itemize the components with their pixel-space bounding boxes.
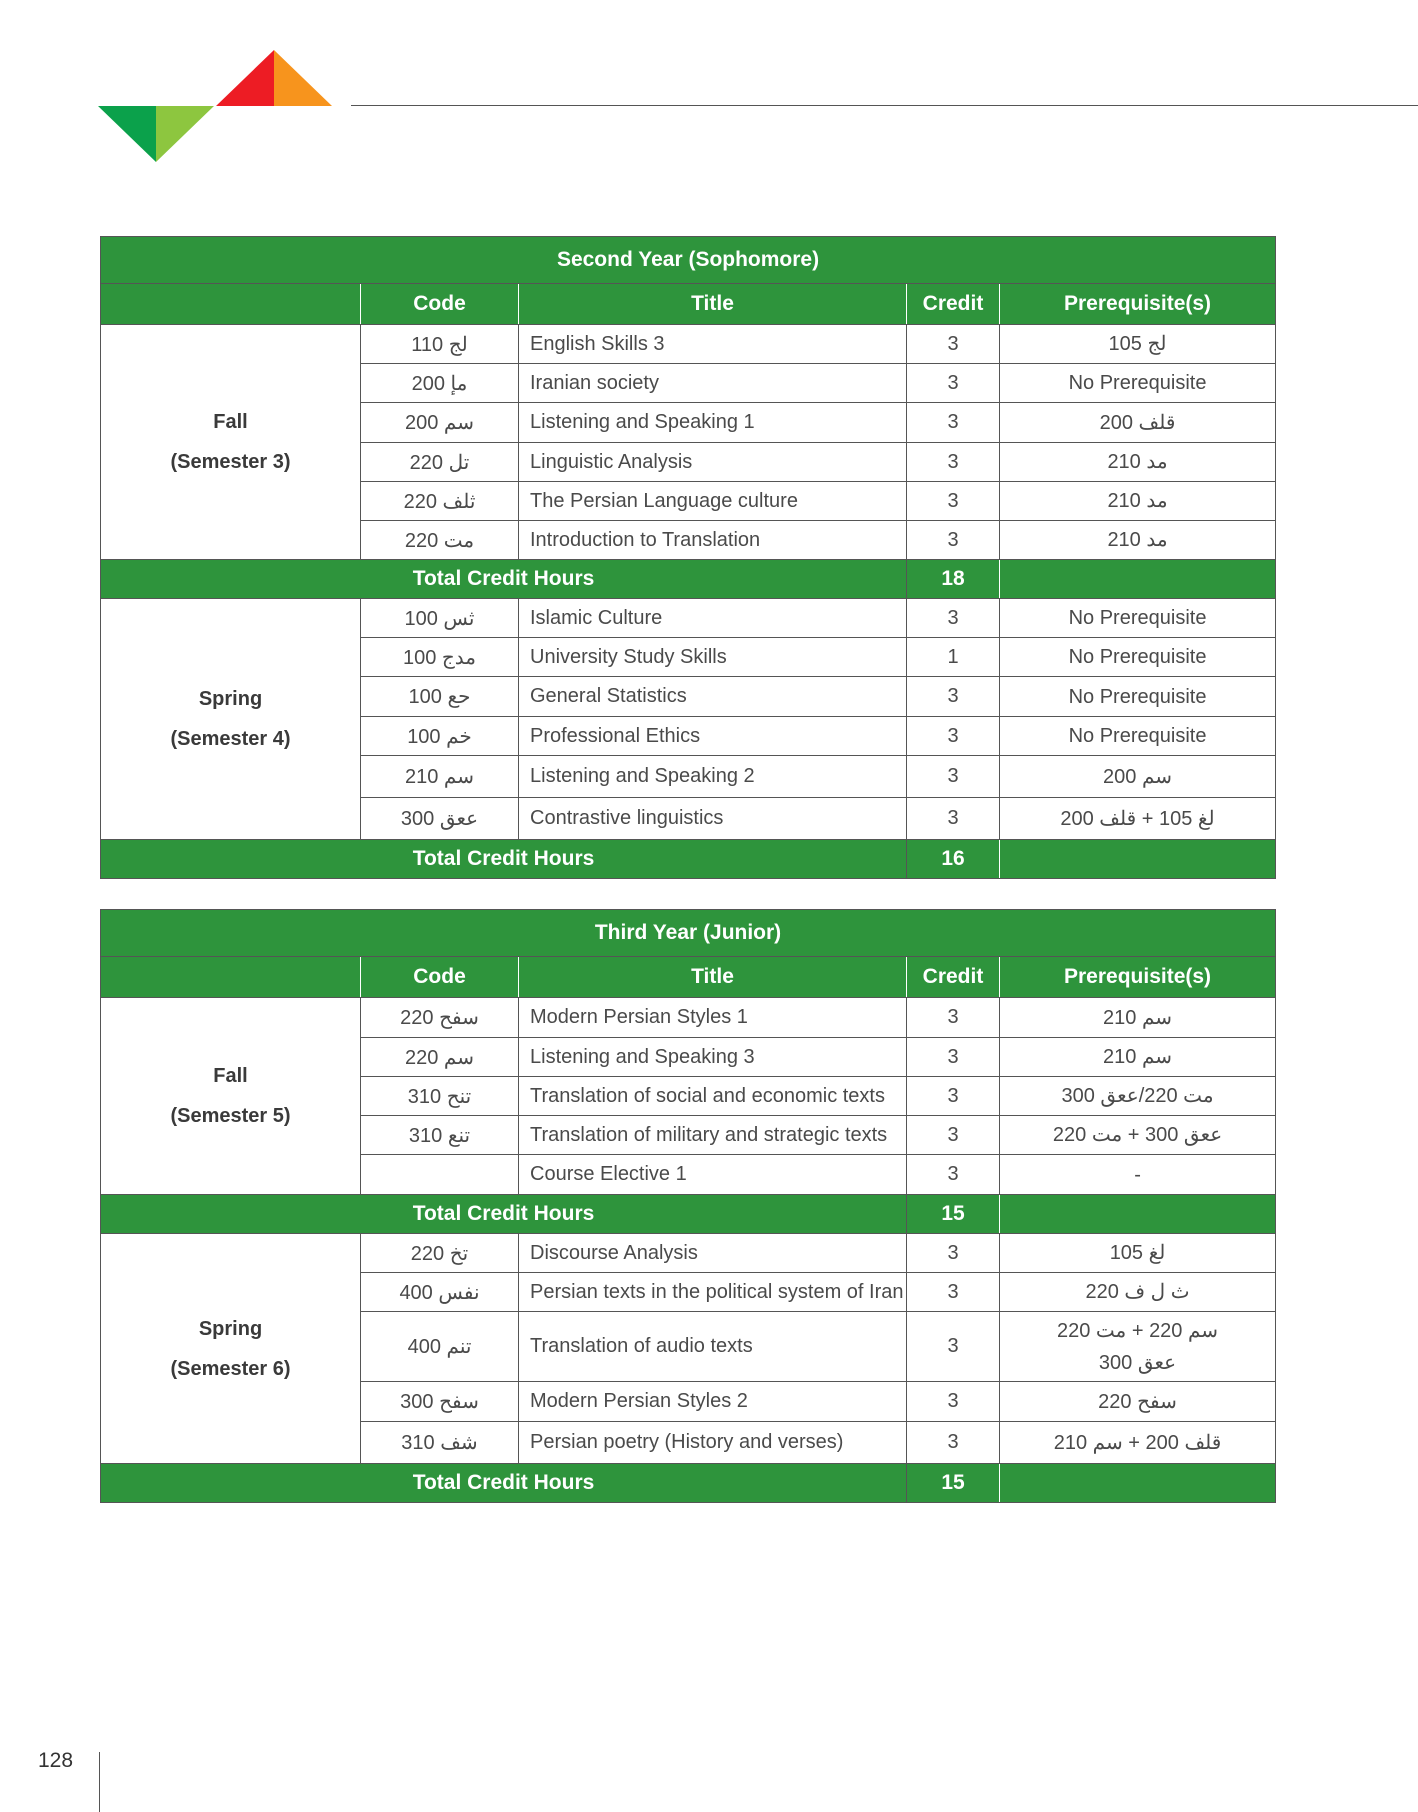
semester-name: Spring — [198, 1317, 263, 1340]
course-credit: 3 — [907, 677, 1000, 717]
course-title: Iranian society — [519, 364, 907, 403]
course-code: تنع 310 — [361, 1116, 519, 1155]
course-credit: 3 — [907, 1077, 1000, 1116]
course-prereq: قلف 200 — [1000, 403, 1276, 443]
course-title: Linguistic Analysis — [519, 443, 907, 482]
course-prereq: مد 210 — [1000, 521, 1276, 560]
course-code: سم 210 — [361, 756, 519, 798]
course-title: Listening and Speaking 1 — [519, 403, 907, 443]
course-title: Contrastive linguistics — [519, 798, 907, 840]
course-prereq: - — [1000, 1155, 1276, 1195]
title-column-header: Title — [519, 284, 907, 325]
total-empty-cell — [1000, 1464, 1276, 1503]
course-prereq: مت 220/ععق 300 — [1000, 1077, 1276, 1116]
semester-cell — [101, 599, 361, 840]
course-code: مت 220 — [361, 521, 519, 560]
course-code — [361, 1155, 519, 1195]
second-year-title: Second Year (Sophomore) — [101, 237, 1276, 284]
course-credit: 3 — [907, 1273, 1000, 1312]
course-title: Persian poetry (History and verses) — [519, 1422, 907, 1464]
course-code: سم 220 — [361, 1038, 519, 1077]
course-credit: 3 — [907, 1234, 1000, 1273]
footer-rule — [99, 1752, 100, 1812]
total-row — [101, 1195, 1276, 1234]
course-title: Introduction to Translation — [519, 521, 907, 560]
semester-label: (Semester 5) — [170, 1105, 291, 1127]
course-code: مإ 200 — [361, 364, 519, 403]
credit-column-header: Credit — [907, 957, 1000, 998]
course-prereq: مد 210 — [1000, 443, 1276, 482]
total-row — [101, 560, 1276, 599]
course-code: سفح 300 — [361, 1382, 519, 1422]
third-year-title: Third Year (Junior) — [101, 910, 1276, 957]
course-title: Translation of social and economic texts — [519, 1077, 907, 1116]
course-credit: 3 — [907, 521, 1000, 560]
course-code: مدج 100 — [361, 638, 519, 677]
course-title: Professional Ethics — [519, 717, 907, 756]
course-prereq: قلف 200 + سم 210 — [1000, 1422, 1276, 1464]
total-empty-cell — [1000, 840, 1276, 879]
total-row — [101, 840, 1276, 879]
course-prereq: سم 210 — [1000, 998, 1276, 1038]
page-number: 128 — [38, 1749, 74, 1772]
course-prereq: No Prerequisite — [1000, 677, 1276, 717]
table-row — [101, 325, 1276, 364]
course-credit: 3 — [907, 756, 1000, 798]
course-title: Persian texts in the political system of Iran — [519, 1273, 907, 1312]
semester-name: Fall — [213, 1065, 248, 1087]
course-code: لج 110 — [361, 325, 519, 364]
code-column-header: Code — [361, 957, 519, 998]
course-code: سفح 220 — [361, 998, 519, 1038]
course-title: University Study Skills — [519, 638, 907, 677]
course-credit: 3 — [907, 1155, 1000, 1195]
course-prereq: ث ل ف 220 — [1000, 1273, 1276, 1312]
course-credit: 3 — [907, 1422, 1000, 1464]
semester-cell — [101, 998, 361, 1195]
course-prereq: سم 220 + مت 220 — [1056, 1319, 1219, 1342]
total-empty-cell — [1000, 1195, 1276, 1234]
course-code: حع 100 — [361, 677, 519, 717]
third-year-table — [100, 909, 1276, 1503]
course-code: تنح 310 — [361, 1077, 519, 1116]
course-credit: 3 — [907, 443, 1000, 482]
course-prereq: No Prerequisite — [1000, 599, 1276, 638]
triangle-logo-icon — [98, 50, 334, 162]
course-title: Translation of audio texts — [519, 1312, 907, 1382]
course-prereq-line2: ععق 300 — [1098, 1351, 1177, 1374]
total-row — [101, 1464, 1276, 1503]
course-credit: 3 — [907, 998, 1000, 1038]
course-prereq-cell — [1000, 1312, 1276, 1382]
semester-cell — [101, 1234, 361, 1464]
course-prereq: لج 105 — [1000, 325, 1276, 364]
course-prereq: مد 210 — [1000, 482, 1276, 521]
course-code: سم 200 — [361, 403, 519, 443]
course-credit: 3 — [907, 1038, 1000, 1077]
semester-label: (Semester 4) — [170, 728, 291, 750]
semester-name: Fall — [213, 411, 248, 433]
total-label: Total Credit Hours — [101, 840, 907, 879]
course-title: English Skills 3 — [519, 325, 907, 364]
course-prereq: ععق 300 + مت 220 — [1000, 1116, 1276, 1155]
course-title: Listening and Speaking 3 — [519, 1038, 907, 1077]
course-prereq: No Prerequisite — [1000, 364, 1276, 403]
course-code: شف 310 — [361, 1422, 519, 1464]
table-row — [101, 1234, 1276, 1273]
course-code: ثلف 220 — [361, 482, 519, 521]
course-code: خم 100 — [361, 717, 519, 756]
course-prereq: No Prerequisite — [1000, 638, 1276, 677]
semester-label: (Semester 6) — [170, 1357, 291, 1380]
course-title: Modern Persian Styles 2 — [519, 1382, 907, 1422]
course-title: Modern Persian Styles 1 — [519, 998, 907, 1038]
semester-label: (Semester 3) — [170, 451, 291, 473]
course-credit: 3 — [907, 482, 1000, 521]
total-label: Total Credit Hours — [101, 1195, 907, 1234]
code-column-header: Code — [361, 284, 519, 325]
course-credit: 3 — [907, 325, 1000, 364]
course-title: The Persian Language culture — [519, 482, 907, 521]
course-title: Discourse Analysis — [519, 1234, 907, 1273]
semester-column-header — [101, 284, 361, 325]
total-credit: 15 — [907, 1195, 1000, 1234]
course-title: Islamic Culture — [519, 599, 907, 638]
second-year-table — [100, 236, 1276, 879]
course-credit: 3 — [907, 403, 1000, 443]
course-credit: 3 — [907, 717, 1000, 756]
course-credit: 3 — [907, 798, 1000, 840]
credit-column-header: Credit — [907, 284, 1000, 325]
header-rule — [351, 105, 1418, 106]
course-credit: 1 — [907, 638, 1000, 677]
course-credit: 3 — [907, 1116, 1000, 1155]
course-title: Translation of military and strategic texts — [519, 1116, 907, 1155]
course-credit: 3 — [907, 599, 1000, 638]
course-code: ثس 100 — [361, 599, 519, 638]
total-empty-cell — [1000, 560, 1276, 599]
table-row — [101, 998, 1276, 1038]
total-label: Total Credit Hours — [101, 560, 907, 599]
semester-column-header — [101, 957, 361, 998]
course-prereq: لغ 105 — [1000, 1234, 1276, 1273]
course-code: نفس 400 — [361, 1273, 519, 1312]
course-title: Listening and Speaking 2 — [519, 756, 907, 798]
course-prereq: لغ 105 + قلف 200 — [1000, 798, 1276, 840]
course-credit: 3 — [907, 1312, 1000, 1382]
course-prereq: No Prerequisite — [1000, 717, 1276, 756]
course-title: General Statistics — [519, 677, 907, 717]
course-credit: 3 — [907, 364, 1000, 403]
course-credit: 3 — [907, 1382, 1000, 1422]
total-credit: 16 — [907, 840, 1000, 879]
total-label: Total Credit Hours — [101, 1464, 907, 1503]
semester-name: Spring — [198, 688, 263, 710]
total-credit: 18 — [907, 560, 1000, 599]
course-code: تخ 220 — [361, 1234, 519, 1273]
semester-cell — [101, 325, 361, 560]
prereq-column-header: Prerequisite(s) — [1000, 284, 1276, 325]
course-code: تنم 400 — [361, 1312, 519, 1382]
course-title: Course Elective 1 — [519, 1155, 907, 1195]
course-code: تل 220 — [361, 443, 519, 482]
course-prereq: سفح 220 — [1000, 1382, 1276, 1422]
course-prereq: سم 200 — [1000, 756, 1276, 798]
course-code: ععق 300 — [361, 798, 519, 840]
table-row — [101, 599, 1276, 638]
prereq-column-header: Prerequisite(s) — [1000, 957, 1276, 998]
course-prereq: سم 210 — [1000, 1038, 1276, 1077]
total-credit: 15 — [907, 1464, 1000, 1503]
title-column-header: Title — [519, 957, 907, 998]
